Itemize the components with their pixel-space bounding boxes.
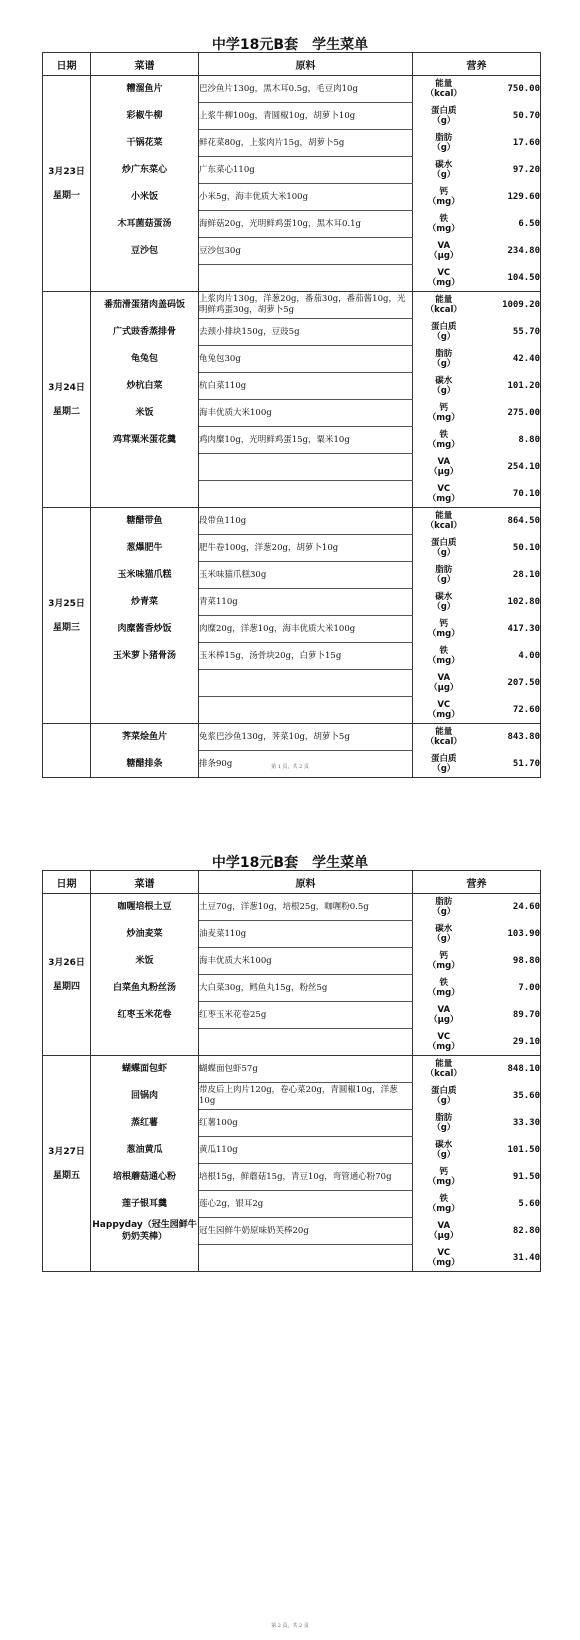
ingredients: 肉糜20g，洋葱10g，海丰优质大米100g bbox=[199, 616, 413, 643]
nutrient-label: 蛋白质 （g） bbox=[413, 751, 475, 778]
nutrient-value: 848.10 bbox=[475, 1056, 541, 1083]
dish-name: 炒油麦菜 bbox=[91, 921, 199, 948]
nutrient-label: 脂肪 （g） bbox=[413, 894, 475, 921]
day-cell bbox=[43, 1056, 91, 1272]
ingredients: 冠生园鲜牛奶原味奶芙棒20g bbox=[199, 1218, 413, 1245]
weekday-label: 星期一 bbox=[52, 190, 80, 201]
menu-row bbox=[43, 427, 541, 454]
nutrient-value: 5.60 bbox=[475, 1191, 541, 1218]
ingredients: 海丰优质大米100g bbox=[199, 948, 413, 975]
ingredients bbox=[199, 481, 413, 508]
menu-row bbox=[43, 724, 541, 751]
menu-row bbox=[43, 400, 541, 427]
day-cell bbox=[43, 292, 91, 508]
nutrient-label: 能量 （kcal） bbox=[413, 508, 475, 535]
nutrient-label: 铁 （mg） bbox=[413, 975, 475, 1002]
nutrient-label: 铁 （mg） bbox=[413, 1191, 475, 1218]
ingredients: 上浆牛柳100g，青圆椒10g，胡萝卜10g bbox=[199, 103, 413, 130]
nutrient-label: VA （μg） bbox=[413, 454, 475, 481]
nutrient-label: VC （mg） bbox=[413, 1245, 475, 1272]
menu-row bbox=[43, 373, 541, 400]
nutrient-value: 101.20 bbox=[475, 373, 541, 400]
dish-name: 回锅肉 bbox=[91, 1083, 199, 1110]
ingredients bbox=[199, 1029, 413, 1056]
nutrient-value: 28.10 bbox=[475, 562, 541, 589]
ingredients: 巴沙鱼片130g，黑木耳0.5g，毛豆肉10g bbox=[199, 76, 413, 103]
dish-name: 葱爆肥牛 bbox=[91, 535, 199, 562]
ingredients: 上浆肉片130g，洋葱20g，番茄30g，番茄酱10g，光明鲜鸡蛋30g，胡萝卜5g bbox=[199, 292, 413, 319]
dish-name: 糖醋带鱼 bbox=[91, 508, 199, 535]
nutrient-value: 101.50 bbox=[475, 1137, 541, 1164]
menu-row bbox=[43, 1218, 541, 1245]
menu-row bbox=[43, 670, 541, 697]
dish-name: 咖喱培根土豆 bbox=[91, 894, 199, 921]
nutrient-value: 104.50 bbox=[475, 265, 541, 292]
header-date: 日期 bbox=[43, 53, 91, 76]
menu-row bbox=[43, 265, 541, 292]
nutrient-value: 6.50 bbox=[475, 211, 541, 238]
dish-name bbox=[91, 1245, 199, 1272]
nutrient-label: 脂肪 （g） bbox=[413, 562, 475, 589]
menu-row bbox=[43, 1029, 541, 1056]
menu-row bbox=[43, 238, 541, 265]
dish-name: 葱油黄瓜 bbox=[91, 1137, 199, 1164]
nutrient-label: 脂肪 （g） bbox=[413, 1110, 475, 1137]
nutrient-value: 417.30 bbox=[475, 616, 541, 643]
nutrient-label: VA （μg） bbox=[413, 238, 475, 265]
nutrient-label: 碳水 （g） bbox=[413, 157, 475, 184]
ingredients: 鸡肉糜10g，光明鲜鸡蛋15g，粟米10g bbox=[199, 427, 413, 454]
dish-name: 肉糜酱香炒饭 bbox=[91, 616, 199, 643]
menu-row bbox=[43, 1137, 541, 1164]
nutrient-value: 51.70 bbox=[475, 751, 541, 778]
dish-name: 广式豉香蒸排骨 bbox=[91, 319, 199, 346]
nutrient-label: 碳水 （g） bbox=[413, 589, 475, 616]
nutrient-label: 蛋白质 （g） bbox=[413, 319, 475, 346]
day-cell bbox=[43, 76, 91, 292]
nutrient-label: 铁 （mg） bbox=[413, 427, 475, 454]
ingredients: 蝴蝶面包虾57g bbox=[199, 1056, 413, 1083]
date-label: 3月25日 bbox=[48, 598, 85, 609]
dish-name: 培根蘑菇通心粉 bbox=[91, 1164, 199, 1191]
menu-row bbox=[43, 975, 541, 1002]
menu-row bbox=[43, 130, 541, 157]
page-footer: 第 2 页，共 2 页 bbox=[271, 1623, 309, 1629]
menu-row bbox=[43, 616, 541, 643]
ingredients: 龟兔包30g bbox=[199, 346, 413, 373]
ingredients: 玉米棒15g，汤骨块20g，白萝卜15g bbox=[199, 643, 413, 670]
menu-row bbox=[43, 1110, 541, 1137]
page-footer: 第 1 页，共 2 页 bbox=[271, 764, 309, 770]
ingredients: 鲜花菜80g，上浆肉片15g，胡萝卜5g bbox=[199, 130, 413, 157]
ingredients bbox=[199, 265, 413, 292]
dish-name: 蝴蝶面包虾 bbox=[91, 1056, 199, 1083]
ingredients: 培根15g，鲜蘑菇15g，青豆10g，弯管通心粉70g bbox=[199, 1164, 413, 1191]
nutrient-value: 31.40 bbox=[475, 1245, 541, 1272]
ingredients: 免浆巴沙鱼130g，荠菜10g，胡萝卜5g bbox=[199, 724, 413, 751]
dish-name: 番茄滑蛋猪肉盖码饭 bbox=[91, 292, 199, 319]
menu-row bbox=[43, 535, 541, 562]
menu-row bbox=[43, 921, 541, 948]
nutrient-value: 129.60 bbox=[475, 184, 541, 211]
nutrient-label: 能量 （kcal） bbox=[413, 292, 475, 319]
dish-name: 荠菜烩鱼片 bbox=[91, 724, 199, 751]
menu-row bbox=[43, 1002, 541, 1029]
header-date: 日期 bbox=[43, 871, 91, 894]
nutrient-label: 碳水 （g） bbox=[413, 1137, 475, 1164]
ingredients bbox=[199, 1245, 413, 1272]
menu-row bbox=[43, 76, 541, 103]
dish-name bbox=[91, 697, 199, 724]
ingredients: 青菜110g bbox=[199, 589, 413, 616]
menu-row bbox=[43, 103, 541, 130]
nutrient-value: 750.00 bbox=[475, 76, 541, 103]
header-row bbox=[43, 871, 541, 894]
page-title: 中学18元B套 学生菜单 bbox=[211, 855, 369, 871]
nutrient-value: 864.50 bbox=[475, 508, 541, 535]
nutrient-label: VA （μg） bbox=[413, 670, 475, 697]
ingredients: 去颈小排块150g，豆豉5g bbox=[199, 319, 413, 346]
menu-row bbox=[43, 346, 541, 373]
nutrient-value: 35.60 bbox=[475, 1083, 541, 1110]
ingredients: 大白菜30g，鳕鱼丸15g，粉丝5g bbox=[199, 975, 413, 1002]
ingredients: 莲心2g，银耳2g bbox=[199, 1191, 413, 1218]
weekday-label: 星期三 bbox=[52, 622, 80, 633]
date-label: 3月26日 bbox=[48, 957, 85, 968]
dish-name: 莲子银耳羹 bbox=[91, 1191, 199, 1218]
nutrient-value: 24.60 bbox=[475, 894, 541, 921]
ingredients: 段带鱼110g bbox=[199, 508, 413, 535]
ingredients: 红枣玉米花卷25g bbox=[199, 1002, 413, 1029]
nutrient-label: 钙 （mg） bbox=[413, 948, 475, 975]
nutrient-label: VC （mg） bbox=[413, 697, 475, 724]
dish-name: 小米饭 bbox=[91, 184, 199, 211]
nutrient-value: 50.70 bbox=[475, 103, 541, 130]
nutrient-label: 铁 （mg） bbox=[413, 643, 475, 670]
dish-name: 米饭 bbox=[91, 400, 199, 427]
menu-row bbox=[43, 481, 541, 508]
nutrient-value: 29.10 bbox=[475, 1029, 541, 1056]
page-title: 中学18元B套 学生菜单 bbox=[211, 37, 369, 53]
nutrient-value: 82.80 bbox=[475, 1218, 541, 1245]
nutrient-label: 能量 （kcal） bbox=[413, 724, 475, 751]
nutrient-label: VA （μg） bbox=[413, 1218, 475, 1245]
dish-name: 糟溜鱼片 bbox=[91, 76, 199, 103]
day-cell bbox=[43, 894, 91, 1056]
nutrient-value: 4.00 bbox=[475, 643, 541, 670]
nutrient-value: 254.10 bbox=[475, 454, 541, 481]
date-label: 3月24日 bbox=[48, 382, 85, 393]
nutrient-value: 103.90 bbox=[475, 921, 541, 948]
menu-row bbox=[43, 157, 541, 184]
menu-row bbox=[43, 589, 541, 616]
menu-row bbox=[43, 319, 541, 346]
nutrient-label: 碳水 （g） bbox=[413, 373, 475, 400]
nutrient-label: VC （mg） bbox=[413, 265, 475, 292]
header-row bbox=[43, 53, 541, 76]
menu-row bbox=[43, 1245, 541, 1272]
menu-row bbox=[43, 211, 541, 238]
nutrient-value: 50.10 bbox=[475, 535, 541, 562]
header-ingredients: 原料 bbox=[199, 53, 413, 76]
nutrient-label: 碳水 （g） bbox=[413, 921, 475, 948]
nutrient-value: 55.70 bbox=[475, 319, 541, 346]
dish-name: 彩椒牛柳 bbox=[91, 103, 199, 130]
menu-row bbox=[43, 1191, 541, 1218]
dish-name: 炒广东菜心 bbox=[91, 157, 199, 184]
menu-row bbox=[43, 1164, 541, 1191]
nutrient-label: 蛋白质 （g） bbox=[413, 1083, 475, 1110]
dish-name: 干锅花菜 bbox=[91, 130, 199, 157]
dish-name: 龟兔包 bbox=[91, 346, 199, 373]
menu-table bbox=[42, 52, 541, 778]
nutrient-value: 102.80 bbox=[475, 589, 541, 616]
menu-row bbox=[43, 508, 541, 535]
menu-row bbox=[43, 184, 541, 211]
ingredients: 海丰优质大米100g bbox=[199, 400, 413, 427]
dish-name: Happyday（冠生园鲜牛奶奶芙棒） bbox=[91, 1218, 199, 1245]
ingredients: 油麦菜110g bbox=[199, 921, 413, 948]
nutrient-label: 铁 （mg） bbox=[413, 211, 475, 238]
ingredients bbox=[199, 697, 413, 724]
dish-name bbox=[91, 265, 199, 292]
nutrient-label: VA （μg） bbox=[413, 1002, 475, 1029]
ingredients: 排条90g bbox=[199, 751, 413, 778]
menu-row bbox=[43, 894, 541, 921]
nutrient-label: VC （mg） bbox=[413, 1029, 475, 1056]
nutrient-value: 89.70 bbox=[475, 1002, 541, 1029]
nutrient-label: 钙 （mg） bbox=[413, 184, 475, 211]
day-cell bbox=[43, 508, 91, 724]
nutrient-value: 98.80 bbox=[475, 948, 541, 975]
dish-name: 糖醋排条 bbox=[91, 751, 199, 778]
nutrient-value: 97.20 bbox=[475, 157, 541, 184]
weekday-label: 星期二 bbox=[52, 406, 80, 417]
menu-row bbox=[43, 948, 541, 975]
ingredients: 广东菜心110g bbox=[199, 157, 413, 184]
header-ingredients: 原料 bbox=[199, 871, 413, 894]
ingredients: 杭白菜110g bbox=[199, 373, 413, 400]
nutrient-value: 17.60 bbox=[475, 130, 541, 157]
ingredients: 小米5g，海丰优质大米100g bbox=[199, 184, 413, 211]
menu-table bbox=[42, 870, 541, 1272]
dish-name: 蒸红薯 bbox=[91, 1110, 199, 1137]
nutrient-value: 42.40 bbox=[475, 346, 541, 373]
nutrient-value: 234.80 bbox=[475, 238, 541, 265]
nutrient-value: 7.00 bbox=[475, 975, 541, 1002]
nutrient-label: 钙 （mg） bbox=[413, 616, 475, 643]
date-label: 3月27日 bbox=[48, 1146, 85, 1157]
nutrient-value: 8.80 bbox=[475, 427, 541, 454]
dish-name: 米饭 bbox=[91, 948, 199, 975]
nutrient-label: 脂肪 （g） bbox=[413, 130, 475, 157]
nutrient-value: 72.60 bbox=[475, 697, 541, 724]
ingredients: 带皮后上肉片120g，卷心菜20g，青圆椒10g，洋葱10g bbox=[199, 1083, 413, 1110]
dish-name bbox=[91, 670, 199, 697]
menu-row bbox=[43, 697, 541, 724]
menu-row bbox=[43, 1083, 541, 1110]
nutrient-label: VC （mg） bbox=[413, 481, 475, 508]
nutrient-label: 蛋白质 （g） bbox=[413, 535, 475, 562]
dish-name bbox=[91, 454, 199, 481]
nutrient-label: 脂肪 （g） bbox=[413, 346, 475, 373]
menu-row bbox=[43, 643, 541, 670]
ingredients: 肥牛卷100g，洋葱20g，胡萝卜10g bbox=[199, 535, 413, 562]
nutrient-value: 275.00 bbox=[475, 400, 541, 427]
dish-name: 炒青菜 bbox=[91, 589, 199, 616]
weekday-label: 星期五 bbox=[52, 1170, 80, 1181]
dish-name bbox=[91, 1029, 199, 1056]
dish-name bbox=[91, 481, 199, 508]
menu-row bbox=[43, 292, 541, 319]
dish-name: 玉米萝卜猪骨汤 bbox=[91, 643, 199, 670]
header-dish: 菜谱 bbox=[91, 871, 199, 894]
menu-row bbox=[43, 1056, 541, 1083]
dish-name: 红枣玉米花卷 bbox=[91, 1002, 199, 1029]
menu-row bbox=[43, 454, 541, 481]
ingredients: 土豆70g，洋葱10g，培根25g，咖喱粉0.5g bbox=[199, 894, 413, 921]
header-nutrition: 营养 bbox=[413, 871, 541, 894]
dish-name: 玉米味猫爪糕 bbox=[91, 562, 199, 589]
nutrient-label: 蛋白质 （g） bbox=[413, 103, 475, 130]
dish-name: 鸡茸粟米蛋花羹 bbox=[91, 427, 199, 454]
nutrient-value: 91.50 bbox=[475, 1164, 541, 1191]
menu-row bbox=[43, 562, 541, 589]
nutrient-value: 70.10 bbox=[475, 481, 541, 508]
nutrient-label: 钙 （mg） bbox=[413, 400, 475, 427]
dish-name: 豆沙包 bbox=[91, 238, 199, 265]
nutrient-label: 钙 （mg） bbox=[413, 1164, 475, 1191]
ingredients: 豆沙包30g bbox=[199, 238, 413, 265]
weekday-label: 星期四 bbox=[52, 981, 80, 992]
dish-name: 白菜鱼丸粉丝汤 bbox=[91, 975, 199, 1002]
nutrient-value: 1009.20 bbox=[475, 292, 541, 319]
ingredients: 红薯100g bbox=[199, 1110, 413, 1137]
nutrient-label: 能量 （kcal） bbox=[413, 76, 475, 103]
header-dish: 菜谱 bbox=[91, 53, 199, 76]
header-nutrition: 营养 bbox=[413, 53, 541, 76]
ingredients: 海鲜菇20g，光明鲜鸡蛋10g，黑木耳0.1g bbox=[199, 211, 413, 238]
dish-name: 木耳菌菇蛋汤 bbox=[91, 211, 199, 238]
ingredients bbox=[199, 454, 413, 481]
ingredients: 黄瓜110g bbox=[199, 1137, 413, 1164]
ingredients: 玉米味猫爪糕30g bbox=[199, 562, 413, 589]
dish-name: 炒杭白菜 bbox=[91, 373, 199, 400]
date-label: 3月23日 bbox=[48, 166, 85, 177]
nutrient-value: 843.80 bbox=[475, 724, 541, 751]
nutrient-value: 207.50 bbox=[475, 670, 541, 697]
ingredients bbox=[199, 670, 413, 697]
nutrient-value: 33.30 bbox=[475, 1110, 541, 1137]
nutrient-label: 能量 （kcal） bbox=[413, 1056, 475, 1083]
